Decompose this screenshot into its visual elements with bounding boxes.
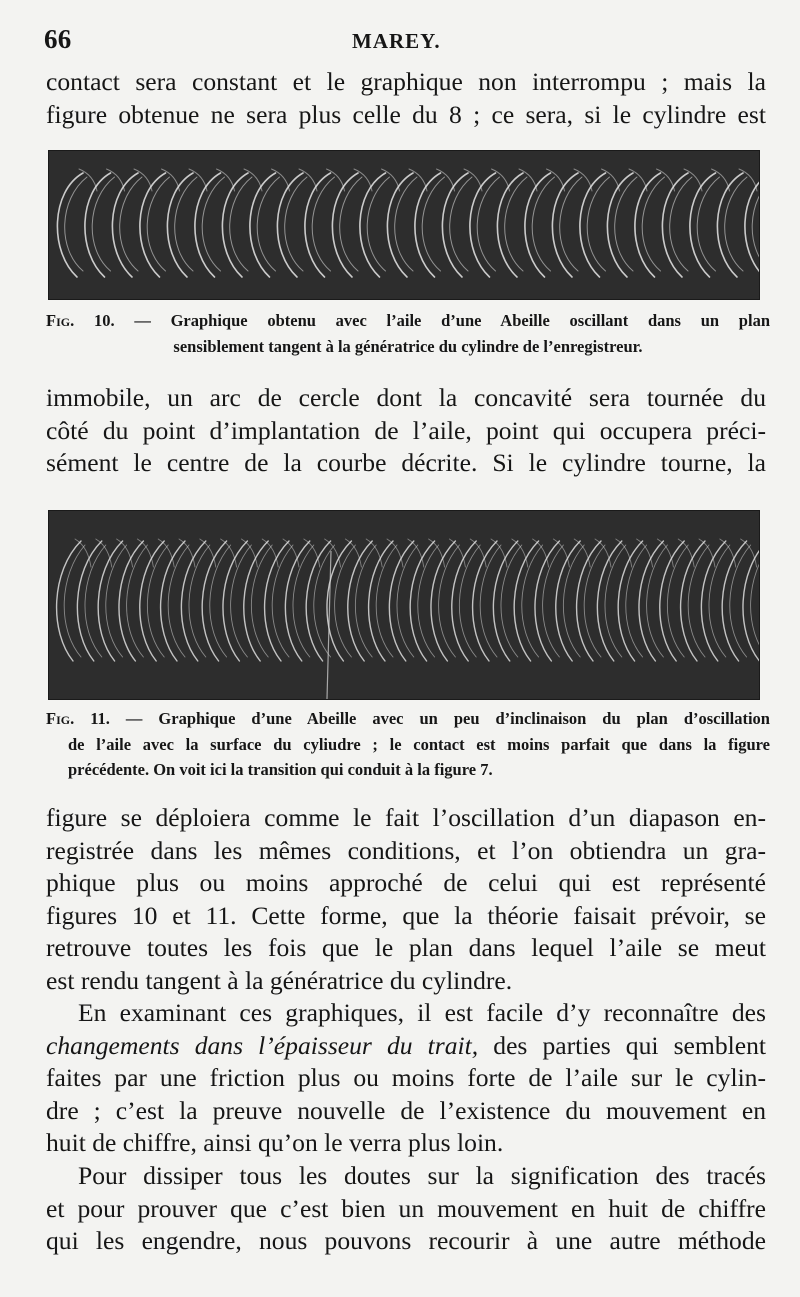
wing-trace-stroke — [367, 177, 389, 271]
text-line: huit de chiffre, ainsi qu’on le verra plus loin. — [46, 1128, 504, 1157]
text-line: côté du point d’implantation de l’aile, point qui occupera préci- — [46, 415, 766, 445]
wing-trace-stroke — [200, 539, 216, 567]
caption-text: — Graphique d’une Abeille avec un peu d’inclinaison du plan d’oscillation — [109, 709, 770, 728]
paragraph-middle — [46, 382, 766, 480]
wing-trace-stroke — [137, 539, 153, 567]
caption-line — [46, 706, 770, 732]
wing-trace-stroke — [647, 545, 668, 657]
text-fragment: des parties qui semblent — [478, 1030, 766, 1060]
wing-trace-stroke — [106, 545, 127, 657]
wing-trace-stroke — [285, 177, 307, 271]
page-number: 66 — [44, 24, 72, 54]
wing-trace-stroke — [699, 539, 715, 567]
wing-trace-stroke — [167, 173, 193, 277]
text-line: est rendu tangent à la génératrice du cylindre. — [46, 965, 513, 995]
wing-trace-stroke — [501, 545, 522, 657]
wing-trace-stroke — [725, 177, 747, 271]
wing-trace-stroke — [57, 173, 83, 277]
wing-trace-stroke — [422, 177, 444, 271]
figure-11-label: Fig. 11. — [46, 709, 110, 728]
wing-trace-stroke — [120, 177, 142, 271]
wing-trace-stroke — [147, 177, 169, 271]
italic-phrase: changements dans l’épaisseur du trait, — [46, 1030, 479, 1060]
wing-trace-stroke — [345, 539, 361, 567]
caption-line: sensiblement tangent à la génératrice du cylindre de l’enregistreur. — [173, 336, 643, 356]
wing-trace-stroke — [491, 539, 507, 567]
wing-trace-stroke — [688, 545, 709, 657]
wing-trace-stroke — [325, 539, 341, 567]
wing-trace-stroke — [85, 173, 111, 277]
wing-trace-stroke — [231, 545, 252, 657]
wing-trace-stroke — [195, 173, 221, 277]
wing-trace-stroke — [305, 173, 331, 277]
wing-trace-stroke — [158, 539, 174, 567]
wing-trace-stroke — [717, 173, 743, 277]
wing-trace-stroke — [584, 545, 605, 657]
text-line: faites par une friction plus ou moins forte de l’aile sur le cylin- — [46, 1063, 766, 1092]
wing-trace-stroke — [314, 545, 335, 657]
wing-trace-stroke — [595, 539, 611, 567]
wing-trace-stroke — [92, 177, 114, 271]
text-line: phique plus ou moins approché de celui qui est représenté — [46, 868, 766, 897]
text-line: qui les engendre, nous pouvons recourir à une autre méthode — [46, 1226, 766, 1255]
wing-trace-stroke — [147, 545, 168, 657]
wing-trace-stroke — [272, 545, 293, 657]
wing-trace-stroke — [657, 539, 673, 567]
wing-trace-stroke — [497, 173, 523, 277]
text-line: sément le centre de la courbe décrite. Si le cylindre tourne, la — [46, 448, 766, 477]
wing-trace-stroke — [222, 173, 248, 277]
wing-trace-stroke — [563, 545, 584, 657]
wing-trace-stroke — [360, 173, 386, 277]
wing-trace-stroke — [189, 545, 210, 657]
wing-trace-stroke — [480, 545, 501, 657]
wing-trace-stroke — [221, 539, 237, 567]
wing-trace-stroke — [202, 177, 224, 271]
wing-trace-stroke — [415, 173, 441, 277]
wing-trace-stroke — [429, 539, 445, 567]
wing-trace-stroke — [250, 173, 276, 277]
figure-10-graphic — [49, 151, 759, 299]
caption-text: — Graphique obtenu avec l’aile d’une Abeille oscillant dans un plan — [114, 311, 770, 330]
wing-trace-stroke — [533, 539, 549, 567]
running-head: MAREY. — [352, 29, 441, 53]
text-line — [46, 1030, 766, 1063]
wing-trace-stroke — [376, 545, 397, 657]
wing-trace-stroke — [140, 173, 166, 277]
paragraph-bottom-3 — [46, 1160, 766, 1258]
page-header — [44, 24, 764, 62]
wing-trace-stroke — [257, 177, 279, 271]
text-line: retrouve toutes les fois que le plan dans lequel l’aile se meut — [46, 933, 766, 962]
wing-trace-stroke — [741, 539, 757, 567]
wing-trace-stroke — [312, 177, 334, 271]
wing-trace-stroke — [690, 173, 716, 277]
wing-trace-stroke — [418, 545, 439, 657]
wing-trace-stroke — [64, 545, 85, 657]
wing-trace-stroke — [179, 539, 195, 567]
wing-trace-stroke — [168, 545, 189, 657]
figure-10-label: Fig. 10. — [46, 311, 115, 330]
text-line: figures 10 et 11. Cette forme, que la théorie faisait prévoir, se — [46, 900, 766, 930]
wing-trace-stroke — [720, 539, 736, 567]
wing-trace-stroke — [340, 177, 362, 271]
text-line: figure obtenue ne sera plus celle du 8 ; ce sera, si le cylindre est — [46, 99, 766, 129]
text-line: figure se déploiera comme le fait l’oscillation d’un diapason en- — [46, 803, 766, 832]
wing-trace-stroke — [450, 177, 472, 271]
wing-trace-stroke — [459, 545, 480, 657]
paragraph-top — [46, 66, 766, 131]
wing-trace-stroke — [293, 545, 314, 657]
wing-trace-stroke — [512, 539, 528, 567]
wing-trace-stroke — [127, 545, 148, 657]
wing-trace-stroke — [552, 173, 578, 277]
wing-trace-stroke — [553, 539, 569, 567]
wing-trace-stroke — [635, 173, 661, 277]
wing-trace-stroke — [96, 539, 112, 567]
wing-trace-stroke — [605, 545, 626, 657]
wing-trace-stroke — [175, 177, 197, 271]
text-line: contact sera constant et le graphique non interrompu ; mais la — [46, 67, 766, 96]
wing-trace-stroke — [525, 173, 551, 277]
wing-trace-stroke — [449, 539, 465, 567]
wing-trace-stroke — [85, 545, 106, 657]
paragraph-bottom-1 — [46, 802, 766, 997]
wing-trace-stroke — [574, 539, 590, 567]
wing-trace-stroke — [709, 545, 730, 657]
figure-11-graphic — [49, 511, 759, 699]
wing-trace-stroke — [522, 545, 543, 657]
wing-trace-stroke — [607, 173, 633, 277]
wing-trace-stroke — [277, 173, 303, 277]
wing-trace-stroke — [75, 539, 91, 567]
figure-11-caption — [46, 706, 770, 783]
wing-trace-stroke — [697, 177, 719, 271]
wing-trace-stroke — [730, 545, 751, 657]
wing-trace-stroke — [332, 173, 358, 277]
wing-trace-stroke — [543, 545, 564, 657]
wing-trace-stroke — [387, 539, 403, 567]
wing-trace-stroke — [335, 545, 356, 657]
wing-trace-stroke — [112, 173, 138, 277]
figure-10-caption — [46, 308, 770, 359]
wing-trace-stroke — [397, 545, 418, 657]
wing-trace-stroke — [442, 173, 468, 277]
wing-trace-stroke — [580, 173, 606, 277]
wing-trace-stroke — [304, 539, 320, 567]
wing-trace-stroke — [532, 177, 554, 271]
text-line: Pour dissiper tous les doutes sur la signification des tracés — [78, 1161, 766, 1190]
wing-trace-stroke — [408, 539, 424, 567]
wing-trace-stroke — [283, 539, 299, 567]
wing-trace-stroke — [251, 545, 272, 657]
text-line: immobile, un arc de cercle dont la concavité sera tournée du — [46, 383, 766, 412]
wing-trace-stroke — [241, 539, 257, 567]
text-line: En examinant ces graphiques, il est facile d’y reconnaître des — [78, 998, 766, 1027]
wing-trace-stroke — [117, 539, 133, 567]
caption-line: de l’aile avec la surface du cyliudre ; le contact est moins parfait que dans la figure — [68, 734, 770, 754]
caption-line: précédente. On voit ici la transition qui conduit à la figure 7. — [68, 760, 493, 779]
wing-trace-stroke — [230, 177, 252, 271]
wing-trace-stroke — [477, 177, 499, 271]
wing-trace-stroke — [626, 545, 647, 657]
wing-trace-stroke — [210, 545, 231, 657]
wing-trace-stroke — [662, 173, 688, 277]
wing-trace-stroke — [262, 539, 278, 567]
wing-trace-stroke — [395, 177, 417, 271]
figure-11-image — [48, 510, 760, 700]
wing-trace-stroke — [355, 545, 376, 657]
wing-trace-stroke — [439, 545, 460, 657]
wing-trace-stroke — [65, 177, 87, 271]
paragraph-bottom-2 — [46, 997, 766, 1160]
caption-line — [46, 308, 770, 334]
figure-10-image — [48, 150, 760, 300]
text-line: et pour prouver que c’est bien un mouvement en huit de chiffre — [46, 1193, 766, 1223]
wing-trace-stroke — [616, 539, 632, 567]
wing-trace-stroke — [751, 545, 759, 657]
wing-trace-stroke — [637, 539, 653, 567]
wing-trace-stroke — [387, 173, 413, 277]
vertical-mark-line — [327, 551, 331, 699]
wing-trace-stroke — [505, 177, 527, 271]
text-line: dre ; c’est la preuve nouvelle de l’existence du mouvement en — [46, 1095, 766, 1125]
wing-trace-stroke — [615, 177, 637, 271]
wing-trace-stroke — [642, 177, 664, 271]
wing-trace-stroke — [560, 177, 582, 271]
wing-trace-stroke — [670, 177, 692, 271]
wing-trace-stroke — [470, 539, 486, 567]
text-line: registrée dans les mêmes conditions, et l’on obtiendra un gra- — [46, 835, 766, 865]
wing-trace-stroke — [587, 177, 609, 271]
wing-trace-stroke — [470, 173, 496, 277]
wing-trace-stroke — [678, 539, 694, 567]
wing-trace-stroke — [667, 545, 688, 657]
wing-trace-stroke — [366, 539, 382, 567]
